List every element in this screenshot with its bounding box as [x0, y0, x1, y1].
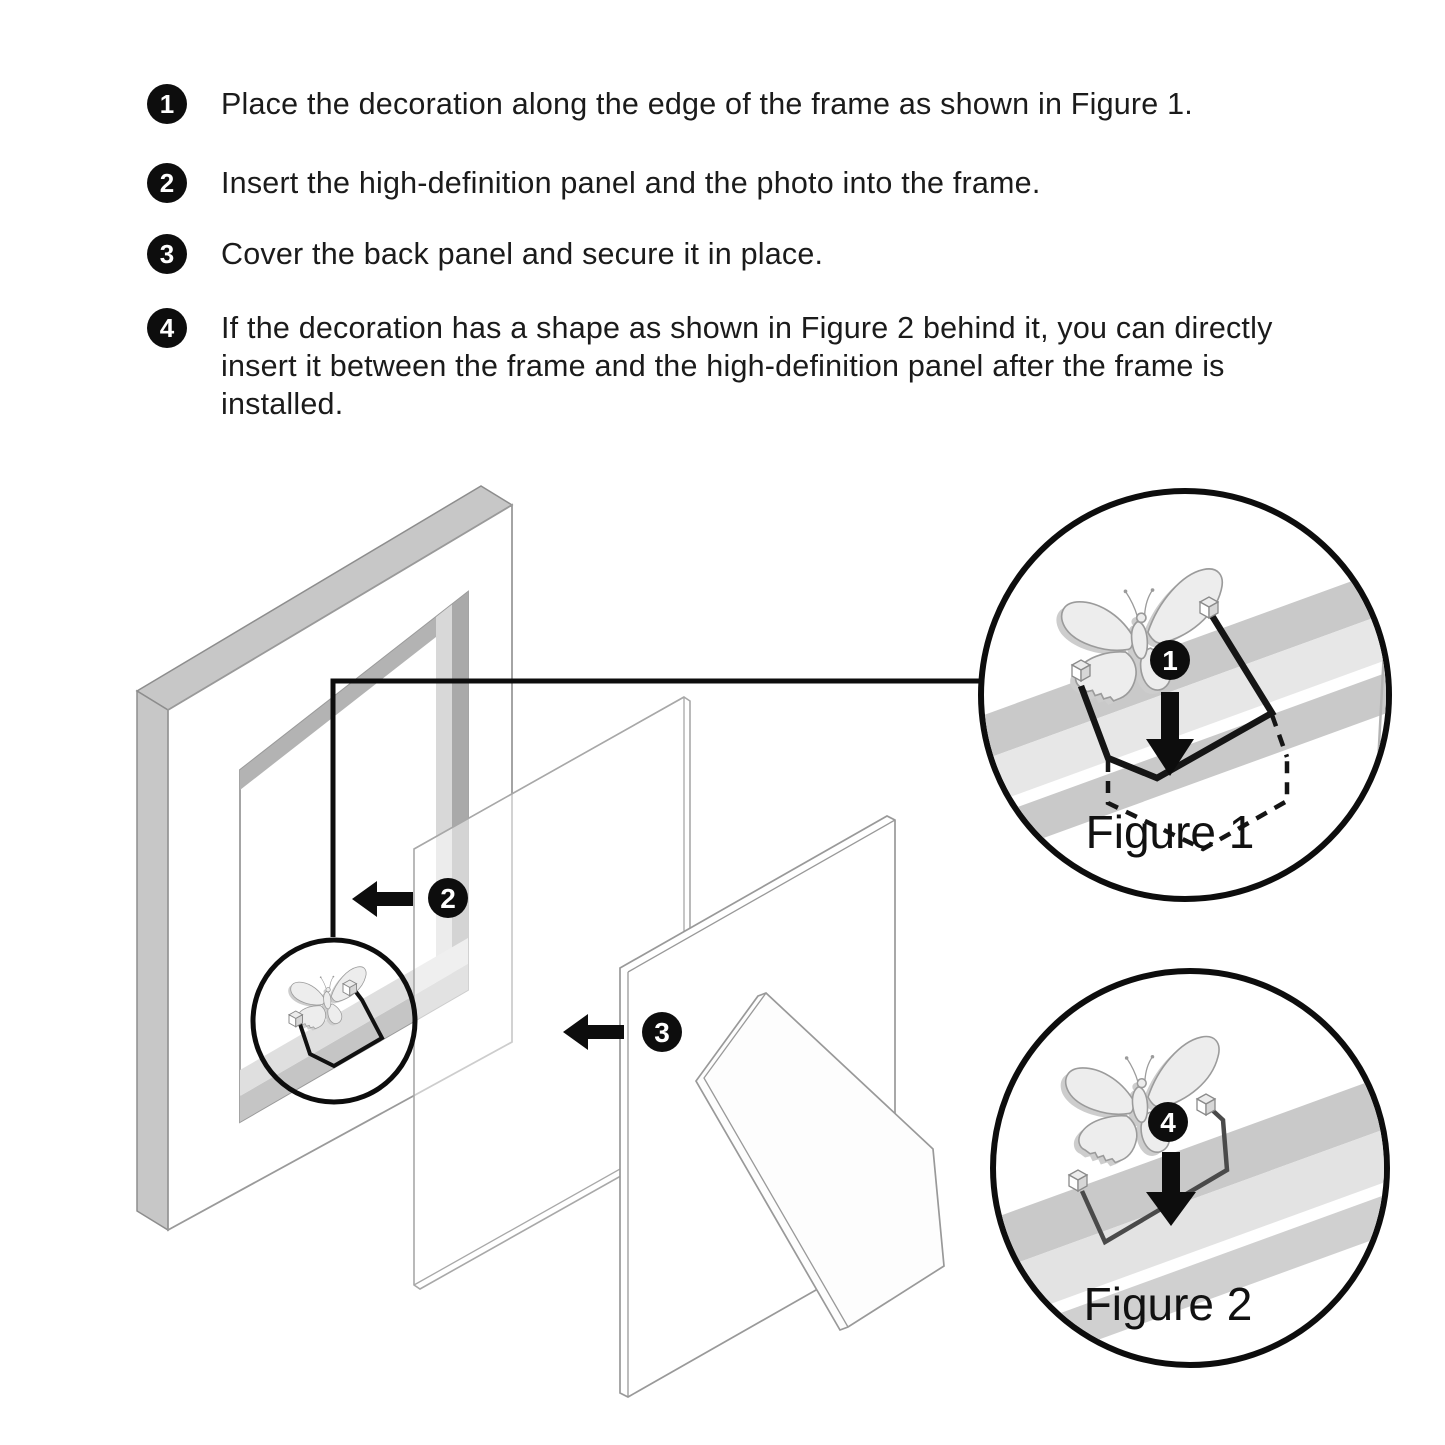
- step-1-number-badge: 1: [147, 84, 187, 124]
- figure-1-detail: [933, 491, 1445, 899]
- clip-pad-cube: [343, 980, 357, 996]
- diagram-step-2-badge-label: 2: [440, 883, 456, 914]
- step-3-text: Cover the back panel and secure it in place.: [221, 237, 824, 271]
- step-3-number-badge: 3: [147, 234, 187, 274]
- figure-1-step-badge-label: 1: [1162, 645, 1178, 676]
- figure-1-label: Figure 1: [1085, 806, 1255, 858]
- figure-2-detail: [948, 971, 1445, 1376]
- clip-pad-cube: [1069, 1170, 1087, 1191]
- left-arrow-icon: [352, 881, 413, 917]
- clip-pad-cube: [1197, 1094, 1215, 1115]
- figure-2-step-badge-label: 4: [1160, 1107, 1176, 1138]
- frame-left-face: [137, 691, 168, 1230]
- step-2-number-badge: 2: [147, 163, 187, 203]
- step-4-line-1: If the decoration has a shape as shown in Figure 2 behind it, you can directly: [221, 311, 1273, 345]
- step-4-number-badge: 4: [147, 308, 187, 348]
- insert-panel-arrow-group: [352, 878, 468, 918]
- figure-2-label: Figure 2: [1083, 1278, 1253, 1330]
- step-4-line-3: installed.: [221, 387, 344, 421]
- clip-pad-cube: [1200, 597, 1218, 618]
- step-1-text: Place the decoration along the edge of the frame as shown in Figure 1.: [221, 87, 1193, 121]
- clip-pad-cube: [289, 1011, 303, 1027]
- diagram-step-3-badge-label: 3: [654, 1017, 670, 1048]
- step-2-text: Insert the high-definition panel and the photo into the frame.: [221, 166, 1041, 200]
- clip-pad-cube: [1072, 660, 1090, 681]
- step-4-line-2: insert it between the frame and the high-definition panel after the frame is: [221, 349, 1225, 383]
